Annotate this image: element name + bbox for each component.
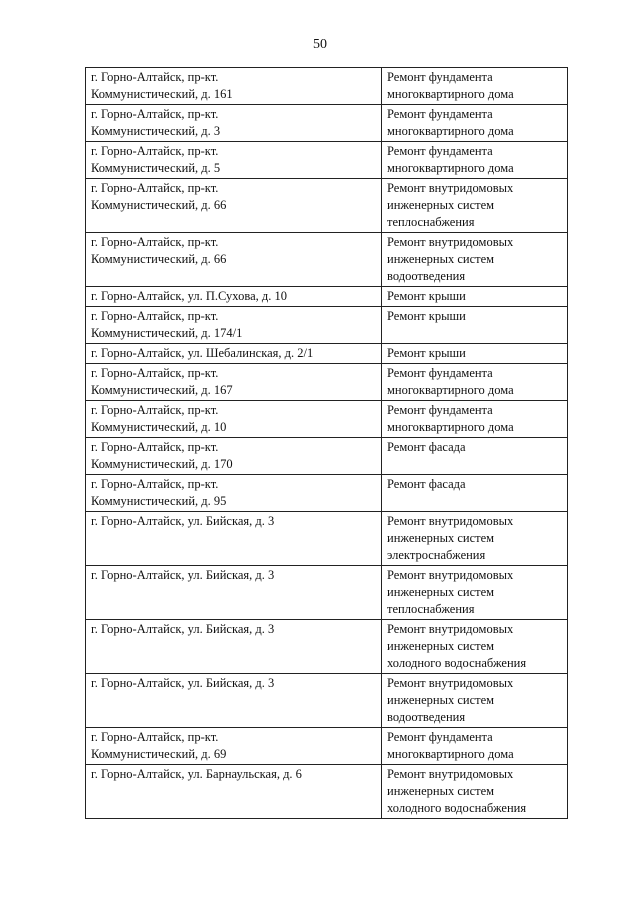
table-row <box>86 765 568 819</box>
table-row <box>86 179 568 233</box>
address-cell: г. Горно-Алтайск, ул. Барнаульская, д. 6 <box>86 765 382 819</box>
work-type-cell: Ремонт фундамента многоквартирного дома <box>382 728 568 765</box>
work-type-cell: Ремонт внутридомовых инженерных систем теплоснабжения <box>382 179 568 233</box>
address-cell: г. Горно-Алтайск, пр-кт. Коммунистический, д. 3 <box>86 105 382 142</box>
address-cell: г. Горно-Алтайск, пр-кт. Коммунистический, д. 161 <box>86 68 382 105</box>
address-cell: г. Горно-Алтайск, ул. Бийская, д. 3 <box>86 620 382 674</box>
table-row <box>86 728 568 765</box>
table-row <box>86 438 568 475</box>
address-cell: г. Горно-Алтайск, пр-кт. Коммунистический, д. 5 <box>86 142 382 179</box>
works-table <box>85 67 568 819</box>
address-cell: г. Горно-Алтайск, пр-кт. Коммунистический, д. 170 <box>86 438 382 475</box>
work-type-cell: Ремонт фундамента многоквартирного дома <box>382 105 568 142</box>
table-row <box>86 674 568 728</box>
table-row <box>86 344 568 364</box>
address-cell: г. Горно-Алтайск, пр-кт. Коммунистический, д. 66 <box>86 179 382 233</box>
table-row <box>86 307 568 344</box>
table-row <box>86 287 568 307</box>
table-row <box>86 401 568 438</box>
page-number: 50 <box>313 37 327 52</box>
work-type-cell: Ремонт фундамента многоквартирного дома <box>382 364 568 401</box>
table-row <box>86 364 568 401</box>
work-type-cell: Ремонт фасада <box>382 475 568 512</box>
address-cell: г. Горно-Алтайск, пр-кт. Коммунистический, д. 174/1 <box>86 307 382 344</box>
table-row <box>86 105 568 142</box>
work-type-cell: Ремонт внутридомовых инженерных систем водоотведения <box>382 233 568 287</box>
work-type-cell: Ремонт крыши <box>382 307 568 344</box>
address-cell: г. Горно-Алтайск, ул. Бийская, д. 3 <box>86 566 382 620</box>
address-cell: г. Горно-Алтайск, ул. Шебалинская, д. 2/1 <box>86 344 382 364</box>
table-row <box>86 142 568 179</box>
table-row <box>86 233 568 287</box>
table-row <box>86 566 568 620</box>
work-type-cell: Ремонт внутридомовых инженерных систем электроснабжения <box>382 512 568 566</box>
work-type-cell: Ремонт фундамента многоквартирного дома <box>382 142 568 179</box>
work-type-cell: Ремонт внутридомовых инженерных систем теплоснабжения <box>382 566 568 620</box>
work-type-cell: Ремонт крыши <box>382 344 568 364</box>
address-cell: г. Горно-Алтайск, пр-кт. Коммунистический, д. 69 <box>86 728 382 765</box>
table-row <box>86 512 568 566</box>
address-cell: г. Горно-Алтайск, пр-кт. Коммунистический, д. 167 <box>86 364 382 401</box>
address-cell: г. Горно-Алтайск, ул. П.Сухова, д. 10 <box>86 287 382 307</box>
work-type-cell: Ремонт фундамента многоквартирного дома <box>382 401 568 438</box>
table-row <box>86 68 568 105</box>
work-type-cell: Ремонт внутридомовых инженерных систем холодного водоснабжения <box>382 620 568 674</box>
work-type-cell: Ремонт крыши <box>382 287 568 307</box>
work-type-cell: Ремонт внутридомовых инженерных систем холодного водоснабжения <box>382 765 568 819</box>
work-type-cell: Ремонт фундамента многоквартирного дома <box>382 68 568 105</box>
address-cell: г. Горно-Алтайск, ул. Бийская, д. 3 <box>86 674 382 728</box>
address-cell: г. Горно-Алтайск, пр-кт. Коммунистический, д. 95 <box>86 475 382 512</box>
work-type-cell: Ремонт фасада <box>382 438 568 475</box>
works-table-body <box>86 68 568 819</box>
address-cell: г. Горно-Алтайск, ул. Бийская, д. 3 <box>86 512 382 566</box>
address-cell: г. Горно-Алтайск, пр-кт. Коммунистический, д. 66 <box>86 233 382 287</box>
table-row <box>86 475 568 512</box>
table-row <box>86 620 568 674</box>
work-type-cell: Ремонт внутридомовых инженерных систем водоотведения <box>382 674 568 728</box>
address-cell: г. Горно-Алтайск, пр-кт. Коммунистический, д. 10 <box>86 401 382 438</box>
